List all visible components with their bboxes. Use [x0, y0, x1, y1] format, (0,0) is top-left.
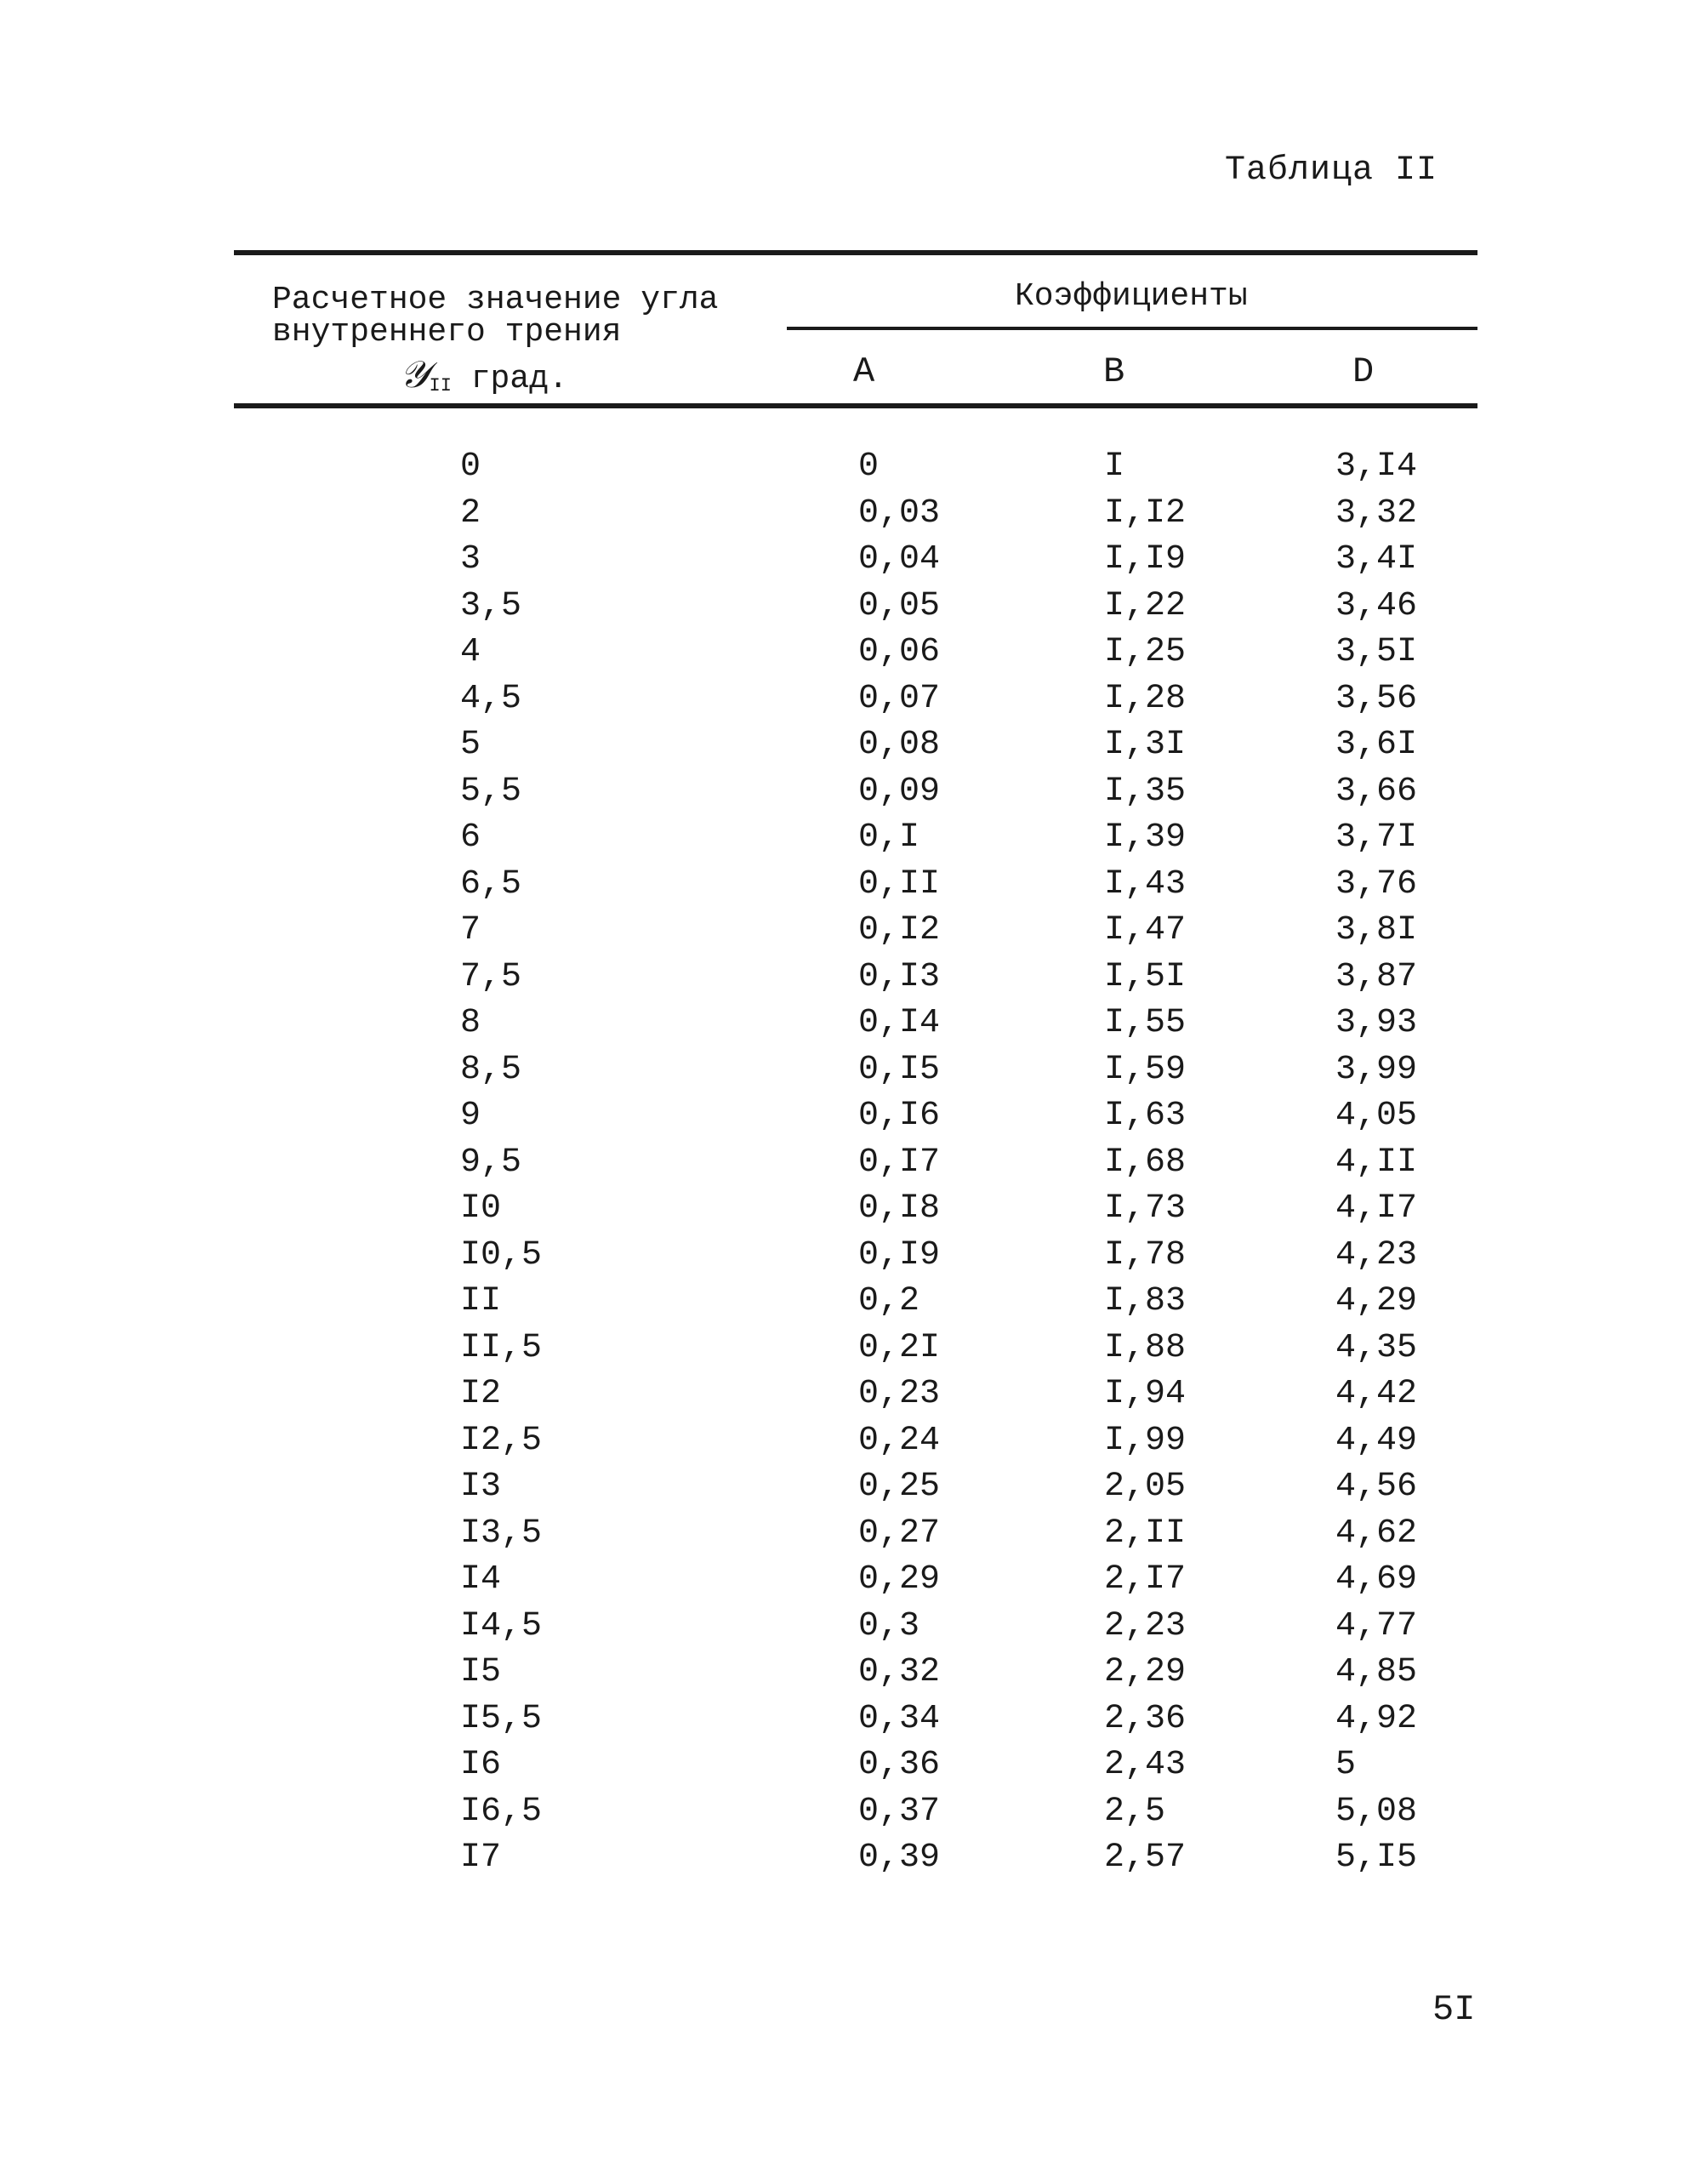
coef-b-cell: 2,43: [1104, 1746, 1187, 1784]
angle-cell: 5: [460, 726, 481, 764]
angle-cell: I3,5: [460, 1514, 543, 1553]
coef-b-cell: 2,36: [1104, 1699, 1187, 1738]
coef-b-cell: I,22: [1104, 586, 1187, 625]
coef-b-cell: I,55: [1104, 1004, 1187, 1042]
coef-d-cell: 3,87: [1335, 957, 1418, 996]
coef-a-cell: 0,II: [858, 864, 941, 904]
table-row: [0, 956, 1708, 1003]
coef-d-cell: 4,29: [1335, 1282, 1418, 1320]
coef-d-cell: 4,56: [1335, 1468, 1418, 1506]
table-row: [0, 1605, 1708, 1652]
coef-b-cell: I: [1104, 448, 1125, 486]
angle-cell: 2: [460, 493, 481, 533]
coef-a-cell: 0,I2: [858, 911, 941, 949]
coef-d-cell: 3,46: [1335, 586, 1418, 625]
coef-a-cell: 0: [858, 448, 880, 486]
coef-d-cell: 5,08: [1335, 1792, 1418, 1831]
page-number: 5I: [1432, 1989, 1476, 2030]
coef-a-cell: 0,08: [858, 726, 941, 764]
table-row: [0, 1002, 1708, 1049]
table-row: [0, 1142, 1708, 1189]
coef-b-cell: I,28: [1104, 679, 1187, 718]
angle-cell: I6: [460, 1746, 502, 1784]
angle-cell: I5,5: [460, 1699, 543, 1738]
coef-d-cell: 3,I4: [1335, 448, 1418, 486]
table-row: [0, 1698, 1708, 1745]
coef-b-cell: 2,23: [1104, 1606, 1187, 1645]
coef-d-cell: 4,49: [1335, 1421, 1418, 1460]
coef-b-cell: I,39: [1104, 818, 1187, 857]
coef-b-cell: I,59: [1104, 1050, 1187, 1089]
table-row: [0, 864, 1708, 910]
coef-d-cell: 4,62: [1335, 1514, 1418, 1553]
coef-a-cell: 0,2: [858, 1282, 920, 1320]
coef-b-cell: I,78: [1104, 1235, 1187, 1274]
table-row: [0, 1513, 1708, 1559]
coef-d-cell: 3,76: [1335, 864, 1418, 904]
coef-b-cell: I,25: [1104, 633, 1187, 671]
table-row: [0, 1559, 1708, 1605]
coef-d-cell: 4,II: [1335, 1143, 1418, 1182]
table-row: [0, 724, 1708, 771]
table-row: [0, 1049, 1708, 1096]
coef-a-cell: 0,3: [858, 1606, 920, 1645]
coef-a-cell: 0,06: [858, 633, 941, 671]
coef-d-cell: 4,77: [1335, 1606, 1418, 1645]
coef-d-cell: 4,23: [1335, 1235, 1418, 1274]
coef-b-cell: 2,29: [1104, 1653, 1187, 1691]
coef-a-cell: 0,39: [858, 1839, 941, 1877]
coef-b-cell: I,3I: [1104, 726, 1187, 764]
coef-b-cell: I,63: [1104, 1097, 1187, 1135]
coef-d-cell: 4,42: [1335, 1375, 1418, 1413]
angle-cell: 3,5: [460, 586, 522, 625]
coef-b-cell: 2,5: [1104, 1792, 1166, 1831]
table-row: [0, 1744, 1708, 1791]
coef-d-cell: 4,69: [1335, 1560, 1418, 1599]
angle-symbol: 𝒴: [400, 353, 430, 396]
angle-cell: I0: [460, 1189, 502, 1228]
coef-d-cell: 3,66: [1335, 772, 1418, 811]
coef-a-cell: 0,I3: [858, 957, 941, 996]
coef-d-cell: 5: [1335, 1746, 1357, 1784]
coef-a-cell: 0,04: [858, 540, 941, 579]
angle-cell: 6,5: [460, 864, 522, 904]
table-row: [0, 1837, 1708, 1884]
coef-d-cell: 3,6I: [1335, 726, 1418, 764]
coef-d-cell: 3,4I: [1335, 540, 1418, 579]
coef-d-cell: 4,I7: [1335, 1189, 1418, 1228]
table-row: [0, 1234, 1708, 1281]
coef-b-cell: 2,05: [1104, 1468, 1187, 1506]
table-row: [0, 631, 1708, 678]
table-row: [0, 585, 1708, 632]
coef-a-cell: 0,27: [858, 1514, 941, 1553]
angle-cell: 8,5: [460, 1050, 522, 1089]
angle-cell: I2: [460, 1375, 502, 1413]
coef-a-cell: 0,I8: [858, 1189, 941, 1228]
table-row: [0, 1188, 1708, 1234]
angle-cell: 4,5: [460, 679, 522, 718]
coef-b-cell: I,83: [1104, 1282, 1187, 1320]
coef-d-cell: 3,5I: [1335, 633, 1418, 671]
coef-b-cell: I,99: [1104, 1421, 1187, 1460]
angle-unit: град.: [470, 361, 568, 397]
angle-cell: I6,5: [460, 1792, 543, 1831]
angle-cell: 6: [460, 818, 481, 857]
coef-a-cell: 0,25: [858, 1468, 941, 1506]
coef-d-cell: 4,35: [1335, 1328, 1418, 1367]
coef-a-cell: 0,I4: [858, 1004, 941, 1042]
coef-b-cell: I,94: [1104, 1375, 1187, 1413]
coef-a-cell: 0,07: [858, 679, 941, 718]
coef-a-cell: 0,2I: [858, 1328, 941, 1367]
coef-b-cell: 2,II: [1104, 1514, 1187, 1553]
coef-a-cell: 0,I: [858, 818, 920, 857]
table-row: [0, 771, 1708, 818]
coef-d-cell: 5,I5: [1335, 1839, 1418, 1877]
angle-cell: I5: [460, 1653, 502, 1691]
coef-a-cell: 0,34: [858, 1699, 941, 1738]
coefficients-divider: [787, 327, 1477, 330]
angle-cell: 4: [460, 633, 481, 671]
coef-a-cell: 0,37: [858, 1792, 941, 1831]
coef-d-cell: 4,92: [1335, 1699, 1418, 1738]
coef-b-cell: I,73: [1104, 1189, 1187, 1228]
coef-a-cell: 0,I6: [858, 1097, 941, 1135]
coef-d-cell: 3,99: [1335, 1050, 1418, 1089]
table-row: [0, 446, 1708, 493]
coef-a-cell: 0,32: [858, 1653, 941, 1691]
angle-cell: I3: [460, 1468, 502, 1506]
coef-b-cell: I,I2: [1104, 493, 1187, 533]
coef-d-cell: 3,56: [1335, 679, 1418, 718]
coef-a-cell: 0,03: [858, 493, 941, 533]
coef-b-cell: I,35: [1104, 772, 1187, 811]
table-body: [0, 446, 1708, 1884]
angle-header-line2: внутреннего трения: [272, 314, 622, 351]
angle-cell: 9,5: [460, 1143, 522, 1182]
angle-cell: 7,5: [460, 957, 522, 996]
angle-cell: I4,5: [460, 1606, 543, 1645]
angle-cell: II: [460, 1282, 502, 1320]
coef-b-cell: I,88: [1104, 1328, 1187, 1367]
angle-cell: 3: [460, 540, 481, 579]
table-row: [0, 493, 1708, 539]
column-header-b: B: [1103, 351, 1125, 392]
coef-b-cell: I,47: [1104, 911, 1187, 949]
table-row: [0, 909, 1708, 956]
angle-symbol-subscript: II: [429, 375, 452, 396]
coef-a-cell: 0,05: [858, 586, 941, 625]
coef-b-cell: 2,57: [1104, 1839, 1187, 1877]
coef-b-cell: I,68: [1104, 1143, 1187, 1182]
coef-b-cell: I,43: [1104, 864, 1187, 904]
angle-cell: I2,5: [460, 1421, 543, 1460]
angle-cell: 0: [460, 448, 481, 486]
column-header-a: A: [853, 351, 875, 392]
angle-cell: I4: [460, 1560, 502, 1599]
table-row: [0, 1095, 1708, 1142]
angle-cell: 5,5: [460, 772, 522, 811]
table-top-rule: [234, 250, 1477, 255]
angle-cell: II,5: [460, 1328, 543, 1367]
table-row: [0, 1373, 1708, 1420]
coef-b-cell: 2,I7: [1104, 1560, 1187, 1599]
table-row: [0, 1466, 1708, 1513]
coef-d-cell: 3,93: [1335, 1004, 1418, 1042]
angle-header-symbol-line: [400, 353, 568, 402]
coef-a-cell: 0,I7: [858, 1143, 941, 1182]
table-row: [0, 1651, 1708, 1698]
angle-cell: 8: [460, 1004, 481, 1042]
coef-a-cell: 0,23: [858, 1375, 941, 1413]
coef-d-cell: 3,8I: [1335, 911, 1418, 949]
coefficients-header: Коэффициенты: [1015, 278, 1248, 315]
angle-cell: I0,5: [460, 1235, 543, 1274]
angle-header-line1: Расчетное значение угла: [272, 282, 719, 318]
coef-a-cell: 0,29: [858, 1560, 941, 1599]
column-header-d: D: [1352, 351, 1375, 392]
angle-cell: I7: [460, 1839, 502, 1877]
table-row: [0, 1791, 1708, 1838]
angle-cell: 7: [460, 911, 481, 949]
coef-b-cell: I,5I: [1104, 957, 1187, 996]
coef-a-cell: 0,36: [858, 1746, 941, 1784]
coef-a-cell: 0,I9: [858, 1235, 941, 1274]
coef-d-cell: 4,05: [1335, 1097, 1418, 1135]
table-title: Таблица II: [1225, 151, 1438, 190]
coef-a-cell: 0,I5: [858, 1050, 941, 1089]
coef-d-cell: 3,7I: [1335, 818, 1418, 857]
table-header-bottom-rule: [234, 403, 1477, 408]
coef-a-cell: 0,09: [858, 772, 941, 811]
table-row: [0, 1327, 1708, 1374]
table-row: [0, 1420, 1708, 1467]
angle-cell: 9: [460, 1097, 481, 1135]
coef-d-cell: 4,85: [1335, 1653, 1418, 1691]
table-row: [0, 817, 1708, 864]
table-row: [0, 678, 1708, 725]
table-row: [0, 1280, 1708, 1327]
table-row: [0, 539, 1708, 585]
coef-d-cell: 3,32: [1335, 493, 1418, 533]
coef-b-cell: I,I9: [1104, 540, 1187, 579]
coef-a-cell: 0,24: [858, 1421, 941, 1460]
